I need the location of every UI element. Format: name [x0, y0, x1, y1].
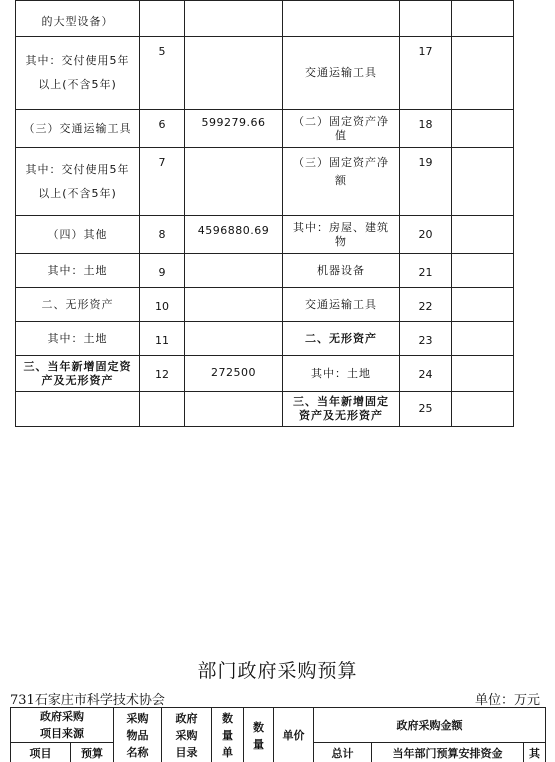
row-label: 其中：土地: [16, 322, 140, 356]
row-value: [452, 356, 514, 392]
row-number: [140, 1, 185, 37]
page-title: 部门政府采购预算: [197, 660, 358, 682]
header-budget: 预算: [71, 743, 114, 762]
row-value: [185, 148, 283, 216]
row-number: 12: [140, 356, 185, 392]
header-text: 量: [253, 737, 264, 751]
asset-table: [15, 0, 514, 427]
row-number: 11: [140, 322, 185, 356]
table-row: [16, 1, 514, 37]
header-text: 数: [253, 720, 264, 734]
header-text: 政府采购: [40, 710, 84, 723]
label-line: 物: [335, 234, 347, 248]
label-line: 其中：房屋、建筑: [293, 220, 389, 234]
label-line: （三）固定资产净: [293, 156, 389, 169]
org-name: 731石家庄市科学技术协会: [10, 693, 165, 708]
row-value: [452, 110, 514, 148]
table-row: [16, 322, 514, 356]
procurement-table: [10, 707, 546, 762]
header-total: 总计: [314, 743, 372, 762]
header-amount: 政府采购金额: [314, 708, 546, 743]
row-label: [16, 148, 140, 216]
row-label: [283, 110, 400, 148]
header-row: [11, 708, 546, 743]
row-number: 7: [140, 148, 185, 216]
header-quantity: [244, 708, 274, 762]
row-label: [16, 37, 140, 110]
label-line: 三、当年新增固定: [293, 395, 389, 408]
row-label: [283, 148, 400, 216]
row-value: 4596880.69: [185, 216, 283, 254]
label-line: 其中：交付使用5年: [25, 54, 130, 67]
row-value: [452, 37, 514, 110]
row-number: [400, 1, 452, 37]
header-text: 量: [222, 729, 233, 742]
row-number: [140, 392, 185, 427]
header-other: 其: [524, 743, 546, 762]
row-value: [185, 37, 283, 110]
row-label: 二、无形资产: [16, 288, 140, 322]
row-label: [16, 392, 140, 427]
row-label: [16, 356, 140, 392]
row-value: 599279.66: [185, 110, 283, 148]
row-value: [452, 216, 514, 254]
header-text: 采购: [175, 729, 198, 742]
table-row: [16, 288, 514, 322]
header-text: 单: [222, 746, 233, 759]
row-label: 的大型设备）: [16, 1, 140, 37]
row-value: [452, 322, 514, 356]
label-line: 以上(不含5年): [38, 186, 117, 200]
header-project-source: [11, 708, 114, 743]
label-line: 额: [335, 174, 347, 187]
table-row: [16, 216, 514, 254]
row-number: 23: [400, 322, 452, 356]
label-line: 以上(不含5年): [38, 78, 117, 91]
header-qty-unit: [212, 708, 244, 762]
unit-label: 单位：万元: [474, 693, 540, 708]
header-item-name: [114, 708, 162, 762]
label-line: 其中：交付使用5年: [25, 162, 130, 176]
table-row: [16, 254, 514, 288]
row-value: [185, 392, 283, 427]
header-unit-price: 单价: [274, 708, 314, 762]
row-number: 5: [140, 37, 185, 110]
row-number: 22: [400, 288, 452, 322]
row-number: 19: [400, 148, 452, 216]
row-number: 18: [400, 110, 452, 148]
header-project: 项目: [11, 743, 71, 762]
row-label: （四）其他: [16, 216, 140, 254]
row-value: [185, 288, 283, 322]
row-number: 21: [400, 254, 452, 288]
row-value: 272500: [185, 356, 283, 392]
table-row: [16, 356, 514, 392]
header-text: 采购: [126, 712, 149, 725]
row-label: （三）交通运输工具: [16, 110, 140, 148]
row-label: [283, 1, 400, 37]
table-row: [16, 148, 514, 216]
header-text: 数: [222, 712, 233, 725]
header-text: 政府: [175, 712, 198, 725]
label-line: （二）固定资产净: [293, 114, 389, 128]
header-dept-budget: 当年部门预算安排资金: [372, 743, 524, 762]
header-catalog: [162, 708, 212, 762]
header-text: 目录: [175, 746, 198, 759]
table-row: [16, 110, 514, 148]
row-number: 9: [140, 254, 185, 288]
row-label: 其中：土地: [283, 356, 400, 392]
label-line: 资产及无形资产: [299, 409, 383, 422]
row-label: 其中：土地: [16, 254, 140, 288]
header-text: 名称: [126, 746, 149, 759]
row-value: [185, 1, 283, 37]
row-number: 8: [140, 216, 185, 254]
row-label: 二、无形资产: [283, 322, 400, 356]
label-line: 三、当年新增固定资: [23, 359, 132, 373]
row-value: [185, 322, 283, 356]
row-label: 交通运输工具: [283, 288, 400, 322]
row-value: [452, 1, 514, 37]
row-value: [452, 254, 514, 288]
row-number: 10: [140, 288, 185, 322]
label-line: 值: [335, 128, 347, 142]
row-value: [452, 148, 514, 216]
row-value: [452, 288, 514, 322]
row-number: 6: [140, 110, 185, 148]
row-label: 机器设备: [283, 254, 400, 288]
header-text: 物品: [126, 729, 149, 742]
row-value: [185, 254, 283, 288]
row-value: [452, 392, 514, 427]
table-row: [16, 37, 514, 110]
table-row: [16, 392, 514, 427]
row-number: 25: [400, 392, 452, 427]
row-number: 17: [400, 37, 452, 110]
row-number: 24: [400, 356, 452, 392]
row-label: 交通运输工具: [283, 37, 400, 110]
header-text: 项目来源: [40, 727, 84, 740]
row-label: [283, 216, 400, 254]
org-line: [10, 689, 540, 707]
row-number: 20: [400, 216, 452, 254]
row-label: [283, 392, 400, 427]
label-line: 产及无形资产: [41, 373, 114, 387]
